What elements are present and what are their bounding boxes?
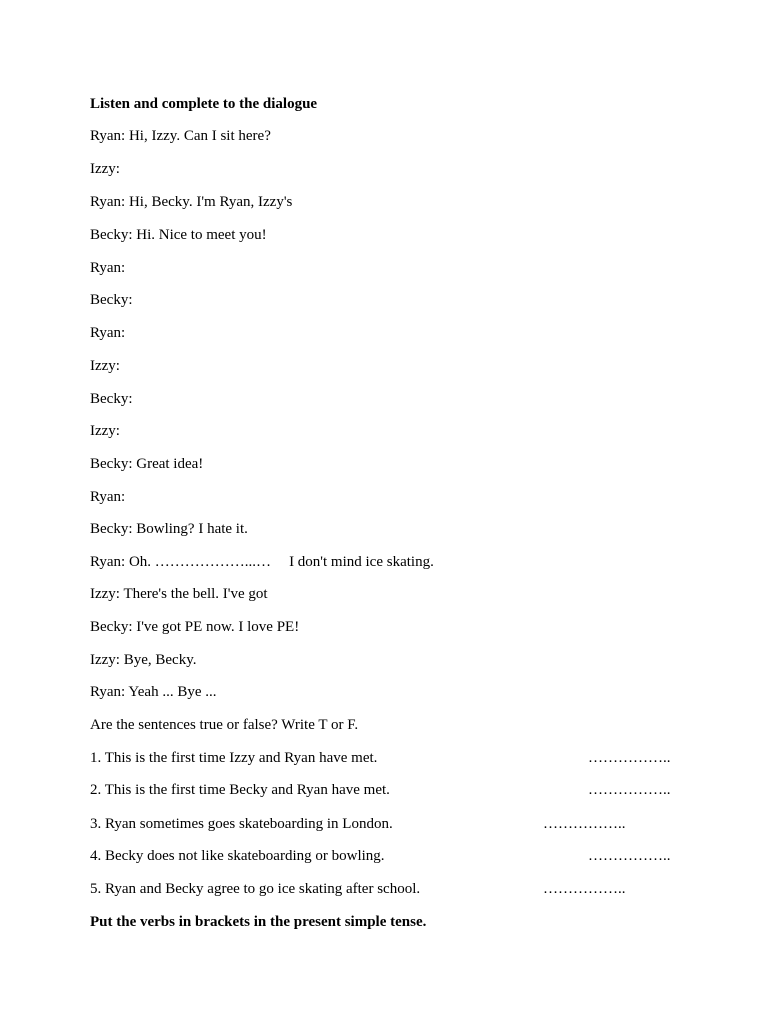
dialogue-line: Becky: Great idea! — [90, 456, 204, 472]
dialogue-line: Izzy: — [90, 423, 120, 439]
dialogue-line: Becky: — [90, 292, 133, 308]
dialogue-line: Ryan: Yeah ... Bye ... — [90, 684, 217, 700]
dialogue-line: Becky: Bowling? I hate it. — [90, 521, 248, 537]
true-false-statement: 1. This is the first time Izzy and Ryan have met. — [90, 750, 378, 766]
true-false-statement: 2. This is the first time Becky and Ryan have met. — [90, 782, 390, 798]
dialogue-line: Ryan: Hi, Izzy. Can I sit here? — [90, 128, 271, 144]
dialogue-line-end: I don't mind ice skating. — [289, 554, 434, 570]
dialogue-heading: Listen and complete to the dialogue — [90, 96, 318, 112]
answer-blank: …………….. — [588, 848, 671, 864]
verbs-heading: Put the verbs in brackets in the present simple tense. — [90, 914, 427, 930]
dialogue-line: Ryan: — [90, 325, 126, 341]
dialogue-line: Izzy: There's the bell. I've got — [90, 586, 268, 602]
dialogue-line: Ryan: Hi, Becky. I'm Ryan, Izzy's — [90, 194, 293, 210]
answer-blank: …………….. — [588, 750, 671, 766]
answer-blank: …………….. — [588, 782, 671, 798]
dialogue-line: Ryan: — [90, 260, 126, 276]
answer-blank: …………….. — [543, 816, 626, 832]
true-false-statement: 4. Becky does not like skateboarding or bowling. — [90, 848, 385, 864]
answer-blank: …………….. — [543, 881, 626, 897]
true-false-statement: 3. Ryan sometimes goes skateboarding in London. — [90, 816, 393, 832]
dialogue-line: Izzy: — [90, 358, 120, 374]
dialogue-line: Izzy: — [90, 161, 120, 177]
dialogue-line: Becky: — [90, 391, 133, 407]
dialogue-line: Izzy: Bye, Becky. — [90, 652, 197, 668]
dialogue-line-with-blank — [90, 553, 434, 571]
dialogue-line: Ryan: — [90, 489, 126, 505]
dialogue-line-start: Ryan: Oh. ………………...… — [90, 554, 272, 570]
true-false-statement: 5. Ryan and Becky agree to go ice skating after school. — [90, 881, 421, 897]
true-false-instruction: Are the sentences true or false? Write T or F. — [90, 717, 359, 733]
dialogue-line: Becky: Hi. Nice to meet you! — [90, 227, 267, 243]
dialogue-line: Becky: I've got PE now. I love PE! — [90, 619, 300, 635]
